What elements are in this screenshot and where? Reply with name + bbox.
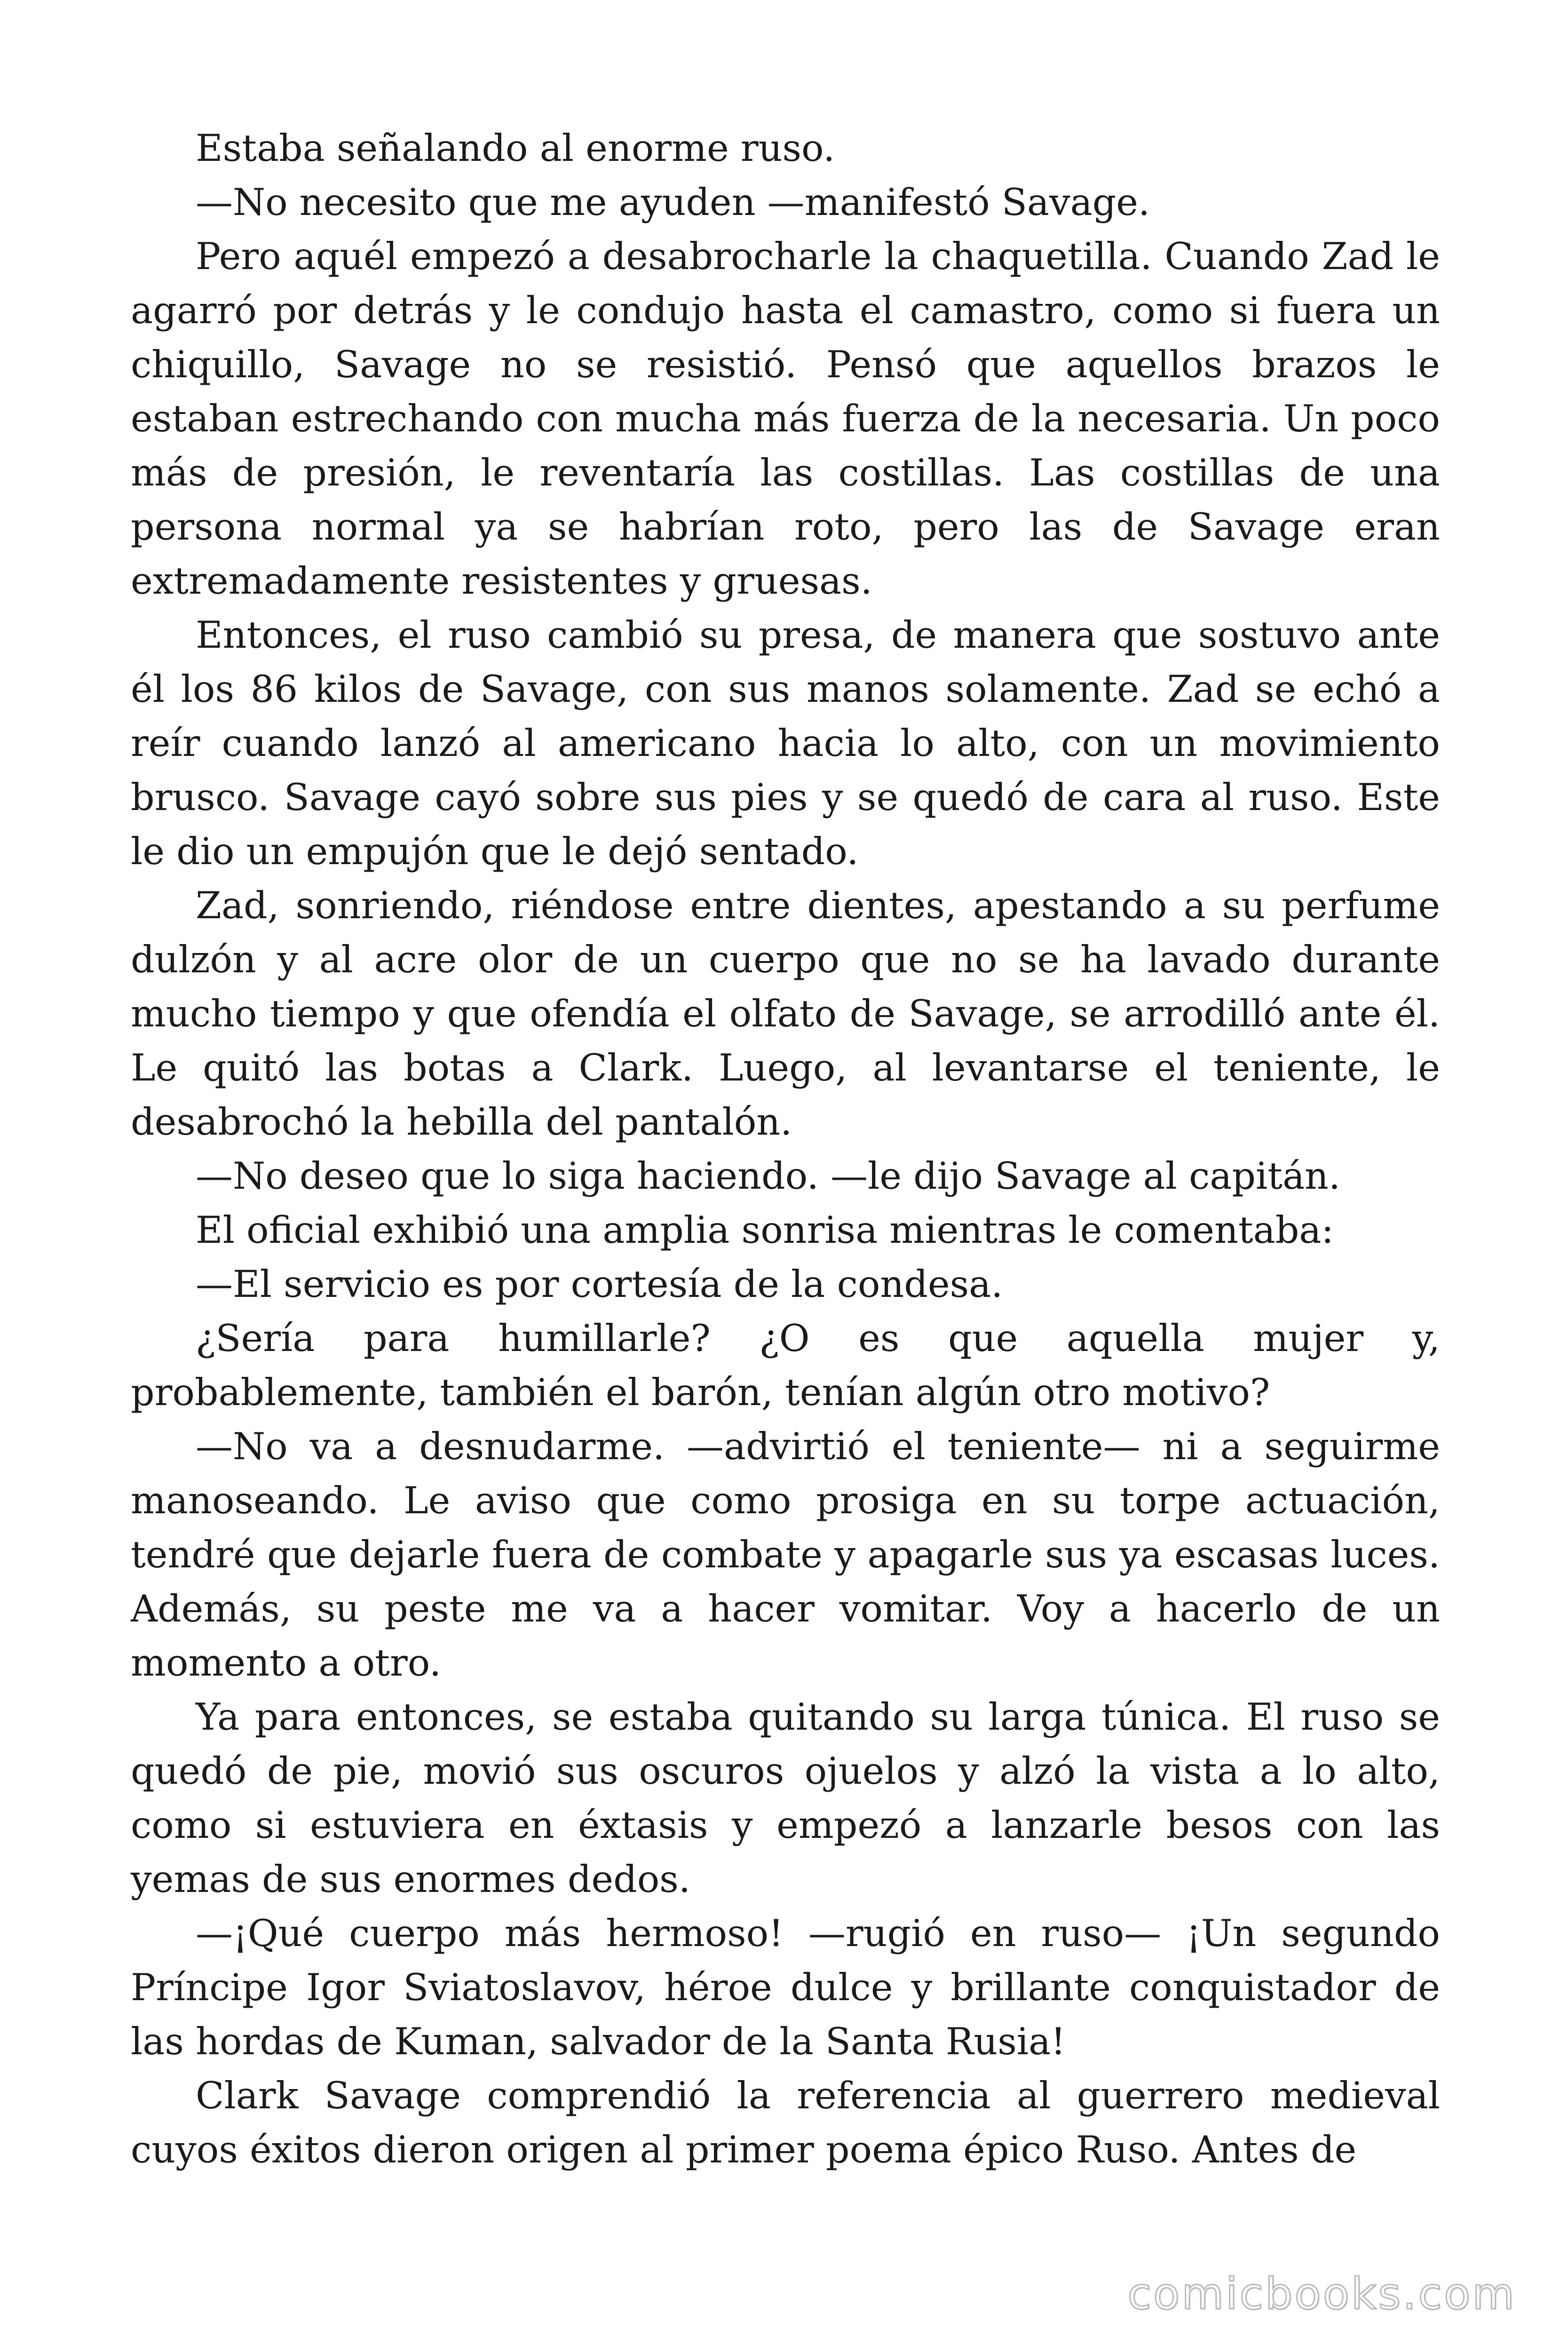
paragraph: ¿Sería para humillarle? ¿O es que aquella mujer y, probablemente, también el barón, tenían algún otro motivo?: [131, 1317, 1440, 1414]
paragraph: —No deseo que lo siga haciendo. —le dijo Savage al capitán.: [196, 1154, 1341, 1198]
watermark: comicbooks.com: [1127, 2269, 1516, 2319]
paragraph: —¡Qué cuerpo más hermoso! —rugió en ruso— ¡Un segundo Príncipe Igor Sviatoslavov, héroe dulce y brillante conquistador de las hordas de Kuman, salvador de la Santa Rusia!: [131, 1912, 1440, 2063]
paragraph: El oficial exhibió una amplia sonrisa mientras le comentaba:: [196, 1208, 1334, 1252]
page-text: [131, 121, 1440, 2177]
paragraph: Pero aquél empezó a desabrocharle la chaquetilla. Cuando Zad le agarró por detrás y le condujo hasta el camastro, como si fuera un chiquillo, Savage no se resistió. Pensó que aquellos brazos le estaban estrechando con mucha más fuerza de la necesaria. Un poco más de presión, le reventaría las costillas. Las costillas de una persona normal ya se habrían roto, pero las de Savage eran extremadamente resistentes y gruesas.: [131, 235, 1440, 603]
paragraph: Ya para entonces, se estaba quitando su larga túnica. El ruso se quedó de pie, movió sus oscuros ojuelos y alzó la vista a lo alto, como si estuviera en éxtasis y empezó a lanzarle besos con las yemas de sus enormes dedos.: [131, 1695, 1440, 1901]
paragraph: —No va a desnudarme. —advirtió el teniente— ni a seguirme manoseando. Le aviso que como prosiga en su torpe actuación, tendré que dejarle fuera de combate y apagarle sus ya escasas luces. Además, su peste me va a hacer vomitar. Voy a hacerlo de un momento a otro.: [131, 1425, 1440, 1685]
paragraph: —El servicio es por cortesía de la condesa.: [196, 1263, 1003, 1306]
paragraph: Clark Savage comprendió la referencia al guerrero medieval cuyos éxitos dieron origen al primer poema épico Ruso. Antes de: [131, 2074, 1440, 2171]
paragraph: Estaba señalando al enorme ruso.: [196, 127, 835, 170]
paragraph: Zad, sonriendo, riéndose entre dientes, apestando a su perfume dulzón y al acre olor de un cuerpo que no se ha lavado durante mucho tiempo y que ofendía el olfato de Savage, se arrodilló ante él. Le quitó las botas a Clark. Luego, al levantarse el teniente, le desabrochó la hebilla del pantalón.: [131, 884, 1440, 1144]
paragraph: Entonces, el ruso cambió su presa, de manera que sostuvo ante él los 86 kilos de Savage, con sus manos solamente. Zad se echó a reír cuando lanzó al americano hacia lo alto, con un movimiento brusco. Savage cayó sobre sus pies y se quedó de cara al ruso. Este le dio un empujón que le dejó sentado.: [131, 613, 1440, 873]
paragraph: —No necesito que me ayuden —manifestó Savage.: [196, 181, 1150, 224]
